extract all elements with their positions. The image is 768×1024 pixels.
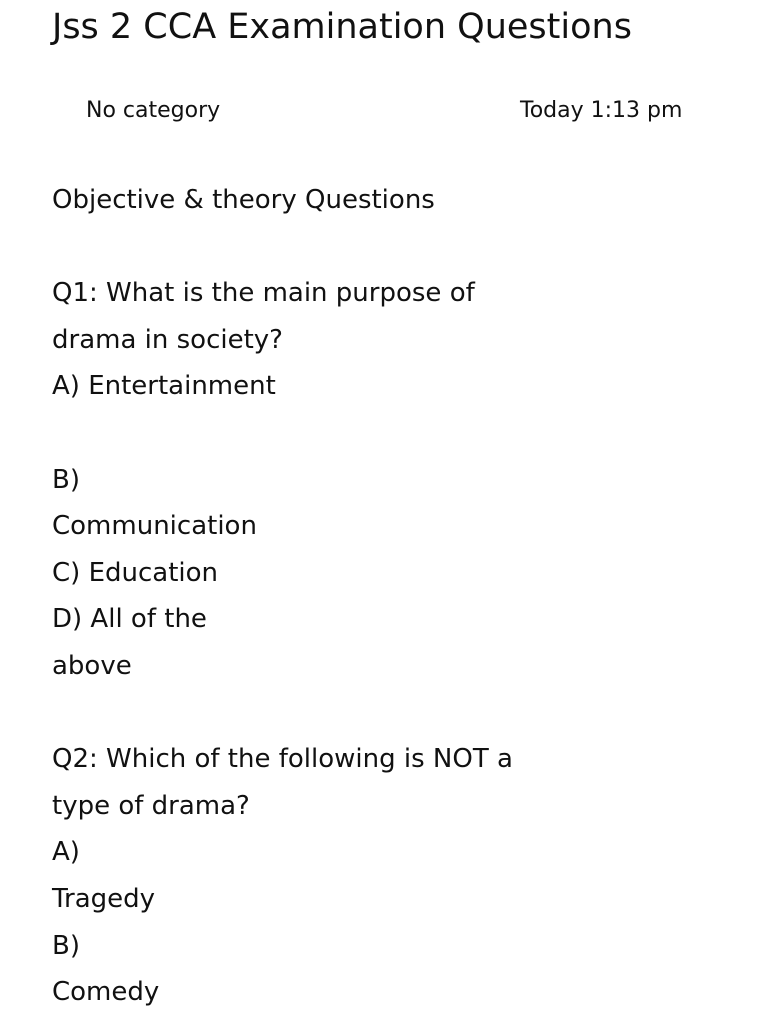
q1-option-b-label: B)	[52, 464, 80, 495]
question-2-text: Q2: Which of the following is NOT a	[52, 744, 513, 775]
q2-option-a-text: Tragedy	[52, 883, 156, 914]
q2-option-b-label: B)	[52, 930, 80, 961]
q2-option-b-text: Comedy	[52, 977, 160, 1008]
q1-option-a: A) Entertainment	[52, 371, 276, 402]
document-body	[52, 177, 652, 1016]
question-1-text-cont: drama in society?	[52, 324, 283, 355]
note-category: No category	[86, 98, 221, 123]
document-title: Jss 2 CCA Examination Questions	[52, 7, 632, 47]
blank-line	[52, 690, 652, 737]
note-timestamp: Today 1:13 pm	[520, 98, 683, 123]
section-heading: Objective & theory Questions	[52, 185, 435, 215]
blank-line	[52, 224, 652, 271]
q1-option-d-cont: above	[52, 650, 132, 681]
q1-option-b-text: Communication	[52, 511, 257, 542]
q2-option-a-label: A)	[52, 837, 80, 868]
question-1-text: Q1: What is the main purpose of	[52, 278, 475, 309]
question-2-text-cont: type of drama?	[52, 790, 250, 821]
q1-option-c: C) Education	[52, 557, 219, 588]
blank-line	[52, 410, 652, 457]
q1-option-d: D) All of the	[52, 604, 207, 635]
